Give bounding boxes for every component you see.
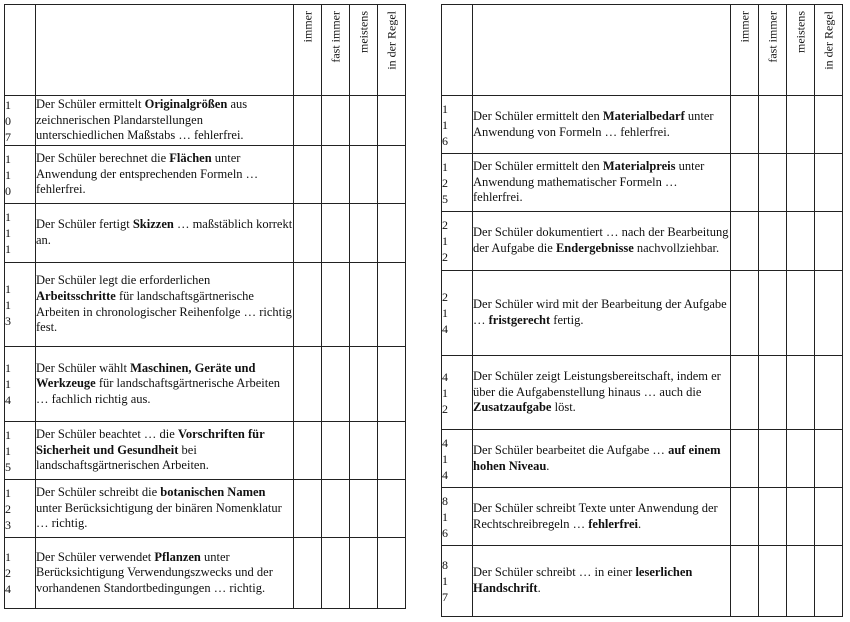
criterion-number-digit: 1 bbox=[442, 385, 448, 400]
criterion-row bbox=[5, 146, 406, 204]
criterion-number bbox=[5, 347, 36, 422]
criterion-text-part: unter Berücksichtigung Verwendungszwecks und der vorhandenen Standortbedingungen … richtig. bbox=[36, 549, 273, 595]
rating-cell-meistens[interactable] bbox=[350, 96, 378, 146]
criterion-number-digit: 8 bbox=[442, 558, 448, 572]
header-row bbox=[5, 5, 406, 96]
rating-cell-fast-immer[interactable] bbox=[322, 204, 350, 263]
rating-cell-meistens[interactable] bbox=[350, 146, 378, 204]
criterion-text-part: nachvollziehbar. bbox=[633, 241, 720, 255]
criterion-keyword: Flächen bbox=[169, 151, 212, 166]
criterion-number-digit: 1 bbox=[442, 117, 448, 132]
rating-cell-immer[interactable] bbox=[294, 347, 322, 422]
rating-cell-immer[interactable] bbox=[294, 204, 322, 263]
criterion-number-digit: 1 bbox=[442, 509, 448, 524]
rating-cell-fast-immer[interactable] bbox=[322, 263, 350, 347]
header-label: fast immer bbox=[765, 11, 779, 63]
criterion-text bbox=[473, 271, 731, 356]
criterion-number-digit: 7 bbox=[442, 590, 448, 604]
rating-cell-immer[interactable] bbox=[294, 422, 322, 480]
criterion-text-part: unter Anwendung mathematischer Formeln … fehlerfrei. bbox=[473, 159, 705, 205]
criterion-number-digit: 3 bbox=[5, 313, 11, 328]
criterion-text-part: fertig. bbox=[550, 313, 584, 327]
header-label: immer bbox=[737, 11, 751, 43]
header-fast-immer bbox=[759, 5, 787, 96]
criterion-number-digit: 2 bbox=[442, 401, 448, 416]
criterion-text-part: Der Schüler bearbeitet die Aufgabe … bbox=[473, 442, 669, 457]
criterion-keyword: Pflanzen bbox=[154, 549, 201, 564]
criterion-text-part: Der Schüler ermittelt bbox=[36, 97, 145, 112]
criterion-row bbox=[442, 356, 843, 430]
criterion-number-digit: 1 bbox=[5, 377, 11, 391]
criterion-number bbox=[5, 146, 36, 204]
rating-cell-fast-immer[interactable] bbox=[322, 480, 350, 538]
criterion-text-part: unter Berücksichtigung der binären Nomenklatur … richtig. bbox=[36, 500, 282, 531]
rating-cell-fast-immer[interactable] bbox=[759, 154, 787, 212]
rating-cell-in-der-regel[interactable] bbox=[378, 347, 406, 422]
rating-cell-immer[interactable] bbox=[731, 154, 759, 212]
rating-cell-fast-immer[interactable] bbox=[759, 546, 787, 617]
criterion-number bbox=[442, 271, 473, 356]
criterion-text-part: . bbox=[637, 516, 642, 531]
rating-cell-meistens[interactable] bbox=[787, 154, 815, 212]
criterion-text-part: unter Anwendung von Formeln … fehlerfrei. bbox=[473, 108, 714, 139]
criterion-number-digit: 1 bbox=[5, 427, 11, 442]
criterion-number bbox=[5, 480, 36, 538]
criterion-text-part: Der Schüler wird mit der Bearbeitung der Aufgabe … bbox=[473, 297, 727, 327]
rating-cell-meistens[interactable] bbox=[787, 488, 815, 546]
criterion-number-digit: 2 bbox=[442, 290, 448, 304]
criterion-keyword: Materialbedarf bbox=[602, 108, 685, 123]
criterion-number bbox=[5, 263, 36, 347]
rating-cell-immer[interactable] bbox=[294, 538, 322, 609]
rating-cell-immer[interactable] bbox=[294, 480, 322, 538]
rating-cell-immer[interactable] bbox=[294, 146, 322, 204]
rating-cell-immer[interactable] bbox=[731, 212, 759, 271]
criterion-keyword: botanischen Namen bbox=[160, 485, 266, 500]
criterion-text-part: Der Schüler ermittelt den bbox=[473, 159, 603, 174]
rating-cell-meistens[interactable] bbox=[350, 538, 378, 609]
header-fast-immer bbox=[322, 5, 350, 96]
criterion-text-part: Der Schüler wählt bbox=[36, 360, 131, 375]
criterion-number-digit: 3 bbox=[5, 517, 11, 532]
criterion-number-digit: 4 bbox=[5, 582, 11, 596]
criterion-text bbox=[473, 488, 731, 546]
rating-cell-immer[interactable] bbox=[731, 271, 759, 356]
criterion-number bbox=[5, 96, 36, 146]
criterion-keyword: Originalgrößen bbox=[144, 97, 228, 112]
criterion-number bbox=[442, 488, 473, 546]
rating-cell-in-der-regel[interactable] bbox=[815, 488, 843, 546]
criterion-row bbox=[442, 488, 843, 546]
rating-cell-immer[interactable] bbox=[731, 430, 759, 488]
criterion-text-part: Der Schüler zeigt Leistungsbereitschaft, indem er über die Aufgabenstellung hinaus … auch die bbox=[473, 369, 721, 399]
criterion-keyword: fehlerfrei bbox=[588, 516, 638, 531]
rating-cell-meistens[interactable] bbox=[787, 356, 815, 430]
criterion-row bbox=[5, 422, 406, 480]
rating-cell-in-der-regel[interactable] bbox=[378, 480, 406, 538]
rating-cell-fast-immer[interactable] bbox=[759, 356, 787, 430]
criterion-number-digit: 1 bbox=[442, 574, 448, 588]
criterion-keyword: Skizzen bbox=[132, 217, 174, 232]
rating-cell-fast-immer[interactable] bbox=[759, 271, 787, 356]
criterion-number-digit: 1 bbox=[5, 281, 11, 296]
criterion-row bbox=[442, 154, 843, 212]
criterion-number-digit: 0 bbox=[5, 183, 11, 198]
rating-cell-immer[interactable] bbox=[731, 546, 759, 617]
criterion-text-part: aus zeichnerischen Plandarstellungen unterschiedlichen Maßstabs … fehlerfrei. bbox=[36, 97, 248, 143]
criterion-text-part: Der Schüler legt die erforderlichen bbox=[36, 273, 211, 288]
criterion-text-part: löst. bbox=[551, 400, 576, 415]
criterion-number-digit: 4 bbox=[442, 435, 448, 450]
criterion-number-digit: 2 bbox=[442, 218, 448, 232]
criterion-number-digit: 1 bbox=[5, 167, 11, 182]
rating-cell-in-der-regel[interactable] bbox=[378, 96, 406, 146]
criterion-row bbox=[5, 204, 406, 263]
criterion-number bbox=[442, 356, 473, 430]
rating-cell-fast-immer[interactable] bbox=[322, 96, 350, 146]
criterion-number-digit: 5 bbox=[5, 459, 11, 474]
header-immer bbox=[294, 5, 322, 96]
criterion-keyword: Vorschriften für Sicherheit und Gesundheit bbox=[36, 427, 265, 457]
criterion-text bbox=[36, 422, 294, 480]
criterion-number bbox=[5, 422, 36, 480]
criterion-text bbox=[36, 347, 294, 422]
criterion-text bbox=[473, 546, 731, 617]
criterion-number-digit: 6 bbox=[442, 133, 448, 148]
rating-cell-immer[interactable] bbox=[294, 96, 322, 146]
criterion-text-part: Der Schüler verwendet bbox=[36, 549, 155, 564]
criterion-text bbox=[473, 356, 731, 430]
criterion-text bbox=[36, 96, 294, 146]
rating-cell-in-der-regel[interactable] bbox=[378, 146, 406, 204]
header-meistens bbox=[350, 5, 378, 96]
header-immer bbox=[731, 5, 759, 96]
rating-cell-meistens[interactable] bbox=[350, 204, 378, 263]
header-label: meistens bbox=[356, 11, 370, 53]
criterion-number-digit: 1 bbox=[442, 234, 448, 248]
rating-cell-in-der-regel[interactable] bbox=[378, 204, 406, 263]
criterion-text-part: Der Schüler ermittelt den bbox=[473, 108, 603, 123]
criterion-row bbox=[5, 480, 406, 538]
criterion-text-part: Der Schüler schreibt … in einer bbox=[473, 565, 636, 580]
rating-cell-fast-immer[interactable] bbox=[322, 146, 350, 204]
criterion-number-digit: 1 bbox=[5, 550, 11, 564]
header-label: in der Regel bbox=[821, 11, 835, 70]
criterion-number-digit: 4 bbox=[442, 467, 448, 482]
rating-cell-meistens[interactable] bbox=[787, 96, 815, 154]
rating-cell-fast-immer[interactable] bbox=[759, 430, 787, 488]
criterion-keyword: leserlichen Handschrift bbox=[473, 565, 693, 595]
rating-cell-fast-immer[interactable] bbox=[322, 538, 350, 609]
criterion-number bbox=[442, 154, 473, 212]
header-number-cell bbox=[5, 5, 36, 96]
criterion-text bbox=[473, 96, 731, 154]
rating-cell-immer[interactable] bbox=[294, 263, 322, 347]
rating-cell-in-der-regel[interactable] bbox=[378, 538, 406, 609]
criterion-text bbox=[473, 212, 731, 271]
criterion-number-digit: 1 bbox=[5, 210, 11, 224]
criterion-text-part: Der Schüler berechnet die bbox=[36, 151, 170, 166]
criterion-keyword: Maschinen, Geräte und Werkzeuge bbox=[36, 360, 256, 391]
criterion-text-part: Der Schüler fertigt bbox=[36, 217, 133, 232]
rating-cell-in-der-regel[interactable] bbox=[378, 263, 406, 347]
criterion-number-digit: 1 bbox=[5, 151, 11, 166]
criterion-text bbox=[36, 204, 294, 263]
criterion-number-digit: 1 bbox=[442, 306, 448, 320]
rating-cell-meistens[interactable] bbox=[787, 546, 815, 617]
criterion-number bbox=[442, 430, 473, 488]
criterion-text-part: Der Schüler schreibt Texte unter Anwendung der Rechtschreibregeln … bbox=[473, 500, 718, 531]
criterion-text-part: Der Schüler schreibt die bbox=[36, 485, 161, 500]
criterion-number-digit: 1 bbox=[5, 485, 11, 500]
criterion-row bbox=[442, 430, 843, 488]
criterion-text-part: für landschaftsgärtnerische Arbeiten … fachlich richtig aus. bbox=[36, 376, 281, 406]
criterion-number-digit: 1 bbox=[442, 159, 448, 174]
criteria-table-right bbox=[441, 4, 843, 617]
criterion-number-digit: 1 bbox=[442, 101, 448, 116]
rating-cell-in-der-regel[interactable] bbox=[815, 212, 843, 271]
criterion-number bbox=[442, 546, 473, 617]
criterion-number-digit: 1 bbox=[5, 226, 11, 240]
criterion-number bbox=[442, 212, 473, 271]
criterion-row bbox=[5, 263, 406, 347]
header-row bbox=[442, 5, 843, 96]
header-label: immer bbox=[300, 11, 314, 43]
header-meistens bbox=[787, 5, 815, 96]
criterion-row bbox=[5, 96, 406, 146]
criterion-number-digit: 1 bbox=[5, 443, 11, 458]
rating-cell-meistens[interactable] bbox=[787, 212, 815, 271]
criterion-keyword: Arbeitsschritte bbox=[36, 288, 116, 303]
criterion-number-digit: 0 bbox=[5, 113, 11, 128]
criterion-text-part: . bbox=[546, 458, 550, 473]
rating-cell-immer[interactable] bbox=[731, 96, 759, 154]
criterion-number-digit: 1 bbox=[442, 451, 448, 466]
criterion-number-digit: 7 bbox=[5, 129, 11, 144]
criterion-number-digit: 4 bbox=[5, 393, 11, 407]
criterion-text bbox=[36, 263, 294, 347]
criterion-keyword: Materialpreis bbox=[602, 159, 676, 174]
rating-cell-in-der-regel[interactable] bbox=[815, 430, 843, 488]
header-label: in der Regel bbox=[384, 11, 398, 70]
criterion-number-digit: 2 bbox=[442, 175, 448, 190]
criterion-number-digit: 6 bbox=[442, 525, 448, 540]
criterion-text-part: bei landschaftsgärtnerischen Arbeiten. bbox=[36, 442, 209, 473]
rating-cell-in-der-regel[interactable] bbox=[815, 96, 843, 154]
rating-cell-in-der-regel[interactable] bbox=[815, 154, 843, 212]
rating-cell-meistens[interactable] bbox=[350, 263, 378, 347]
criterion-number bbox=[5, 204, 36, 263]
criterion-number-digit: 4 bbox=[442, 369, 448, 384]
criterion-number bbox=[442, 96, 473, 154]
criterion-text bbox=[36, 146, 294, 204]
criterion-text-part: für landschaftsgärtnerische Arbeiten in chronologischer Reihenfolge … richtig fest. bbox=[36, 288, 292, 335]
criterion-row bbox=[5, 538, 406, 609]
rating-cell-meistens[interactable] bbox=[350, 422, 378, 480]
header-number-cell bbox=[442, 5, 473, 96]
criterion-number-digit: 5 bbox=[442, 191, 448, 206]
criterion-number-digit: 8 bbox=[442, 493, 448, 508]
criterion-row bbox=[442, 212, 843, 271]
header-text-cell bbox=[473, 5, 731, 96]
criterion-number-digit: 2 bbox=[5, 501, 11, 516]
criterion-row bbox=[442, 271, 843, 356]
rating-cell-fast-immer[interactable] bbox=[759, 488, 787, 546]
criterion-row bbox=[442, 546, 843, 617]
rating-cell-meistens[interactable] bbox=[350, 347, 378, 422]
criterion-number-digit: 1 bbox=[5, 97, 11, 112]
rating-cell-in-der-regel[interactable] bbox=[815, 546, 843, 617]
criterion-text-part: … maßstäblich korrekt an. bbox=[36, 217, 293, 247]
criterion-text-part: unter Anwendung der entsprechenden Formeln … fehlerfrei. bbox=[36, 151, 259, 197]
rating-cell-fast-immer[interactable] bbox=[322, 347, 350, 422]
rating-cell-meistens[interactable] bbox=[787, 271, 815, 356]
criterion-number-digit: 1 bbox=[5, 297, 11, 312]
header-in-der-regel bbox=[378, 5, 406, 96]
criterion-number-digit: 1 bbox=[5, 361, 11, 375]
header-label: meistens bbox=[793, 11, 807, 53]
rating-cell-fast-immer[interactable] bbox=[759, 212, 787, 271]
rating-cell-fast-immer[interactable] bbox=[759, 96, 787, 154]
criteria-table-left bbox=[4, 4, 406, 609]
criterion-text bbox=[36, 538, 294, 609]
criterion-text bbox=[36, 480, 294, 538]
rating-cell-in-der-regel[interactable] bbox=[378, 422, 406, 480]
rating-cell-meistens[interactable] bbox=[350, 480, 378, 538]
criterion-text bbox=[473, 154, 731, 212]
criterion-number bbox=[5, 538, 36, 609]
header-text-cell bbox=[36, 5, 294, 96]
criterion-keyword: Endergebnisse bbox=[555, 241, 634, 255]
rating-cell-immer[interactable] bbox=[731, 488, 759, 546]
criterion-number-digit: 2 bbox=[442, 250, 448, 264]
criterion-row bbox=[442, 96, 843, 154]
criterion-number-digit: 4 bbox=[442, 322, 448, 336]
rating-cell-meistens[interactable] bbox=[787, 430, 815, 488]
criterion-keyword: auf einem bbox=[668, 442, 721, 457]
criterion-text-part: Der Schüler beachtet … die bbox=[36, 427, 178, 442]
criterion-text-part: Der Schüler dokumentiert … nach der Bearbeitung der Aufgabe die bbox=[473, 225, 729, 255]
rating-cell-fast-immer[interactable] bbox=[322, 422, 350, 480]
criterion-number-digit: 2 bbox=[5, 566, 11, 580]
criterion-number-digit: 1 bbox=[5, 242, 11, 256]
rating-cell-in-der-regel[interactable] bbox=[815, 271, 843, 356]
criterion-row bbox=[5, 347, 406, 422]
header-in-der-regel bbox=[815, 5, 843, 96]
header-label: fast immer bbox=[328, 11, 342, 63]
rating-cell-in-der-regel[interactable] bbox=[815, 356, 843, 430]
rating-cell-immer[interactable] bbox=[731, 356, 759, 430]
criterion-text-part: . bbox=[537, 581, 541, 595]
criterion-text bbox=[473, 430, 731, 488]
criterion-keyword: hohen Niveau bbox=[473, 458, 547, 473]
criterion-keyword: Zusatzaufgabe bbox=[473, 400, 552, 415]
criterion-keyword: fristgerecht bbox=[488, 313, 551, 327]
